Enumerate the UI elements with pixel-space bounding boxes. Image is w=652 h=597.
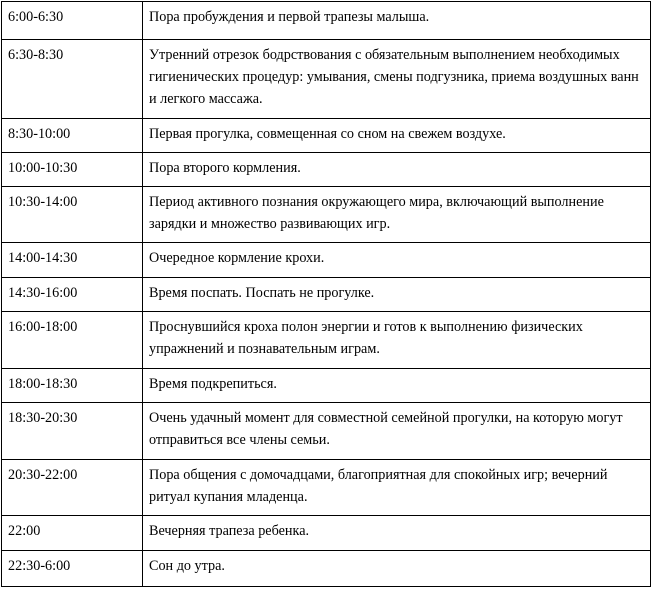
time-cell: 10:00-10:30 xyxy=(2,153,143,187)
description-cell: Первая прогулка, совмещенная со сном на свежем воздухе. xyxy=(143,119,651,153)
table-row xyxy=(2,460,651,516)
table-row xyxy=(2,312,651,369)
time-cell: 14:00-14:30 xyxy=(2,243,143,278)
description-cell: Период активного познания окружающего мира, включающий выполнение зарядки и множество развивающих игр. xyxy=(143,187,651,243)
description-cell: Пора общения с домочадцами, благоприятная для спокойных игр; вечерний ритуал купания младенца. xyxy=(143,460,651,516)
table-row xyxy=(2,40,651,119)
table-row xyxy=(2,278,651,312)
table-row xyxy=(2,2,651,40)
table-row xyxy=(2,369,651,403)
table-row xyxy=(2,403,651,460)
description-cell: Пора второго кормления. xyxy=(143,153,651,187)
time-cell: 18:30-20:30 xyxy=(2,403,143,460)
daily-schedule-table xyxy=(1,1,651,587)
description-cell: Время поспать. Поспать не прогулке. xyxy=(143,278,651,312)
table-row xyxy=(2,153,651,187)
table-row xyxy=(2,551,651,587)
time-cell: 8:30-10:00 xyxy=(2,119,143,153)
table-row xyxy=(2,516,651,551)
time-cell: 18:00-18:30 xyxy=(2,369,143,403)
time-cell: 20:30-22:00 xyxy=(2,460,143,516)
time-cell: 6:30-8:30 xyxy=(2,40,143,119)
table-row xyxy=(2,187,651,243)
description-cell: Время подкрепиться. xyxy=(143,369,651,403)
time-cell: 16:00-18:00 xyxy=(2,312,143,369)
time-cell: 14:30-16:00 xyxy=(2,278,143,312)
description-cell: Очень удачный момент для совместной семейной прогулки, на которую могут отправиться все члены семьи. xyxy=(143,403,651,460)
description-cell: Пора пробуждения и первой трапезы малыша. xyxy=(143,2,651,40)
description-cell: Сон до утра. xyxy=(143,551,651,587)
description-cell: Проснувшийся кроха полон энергии и готов к выполнению физических упражнений и познавательным играм. xyxy=(143,312,651,369)
table-row xyxy=(2,243,651,278)
description-cell: Утренний отрезок бодрствования с обязательным выполнением необходимых гигиенических процедур: умывания, смены подгузника, приема воздушных ванн и легкого массажа. xyxy=(143,40,651,119)
time-cell: 22:30-6:00 xyxy=(2,551,143,587)
time-cell: 10:30-14:00 xyxy=(2,187,143,243)
time-cell: 22:00 xyxy=(2,516,143,551)
description-cell: Вечерняя трапеза ребенка. xyxy=(143,516,651,551)
description-cell: Очередное кормление крохи. xyxy=(143,243,651,278)
time-cell: 6:00-6:30 xyxy=(2,2,143,40)
table-row xyxy=(2,119,651,153)
